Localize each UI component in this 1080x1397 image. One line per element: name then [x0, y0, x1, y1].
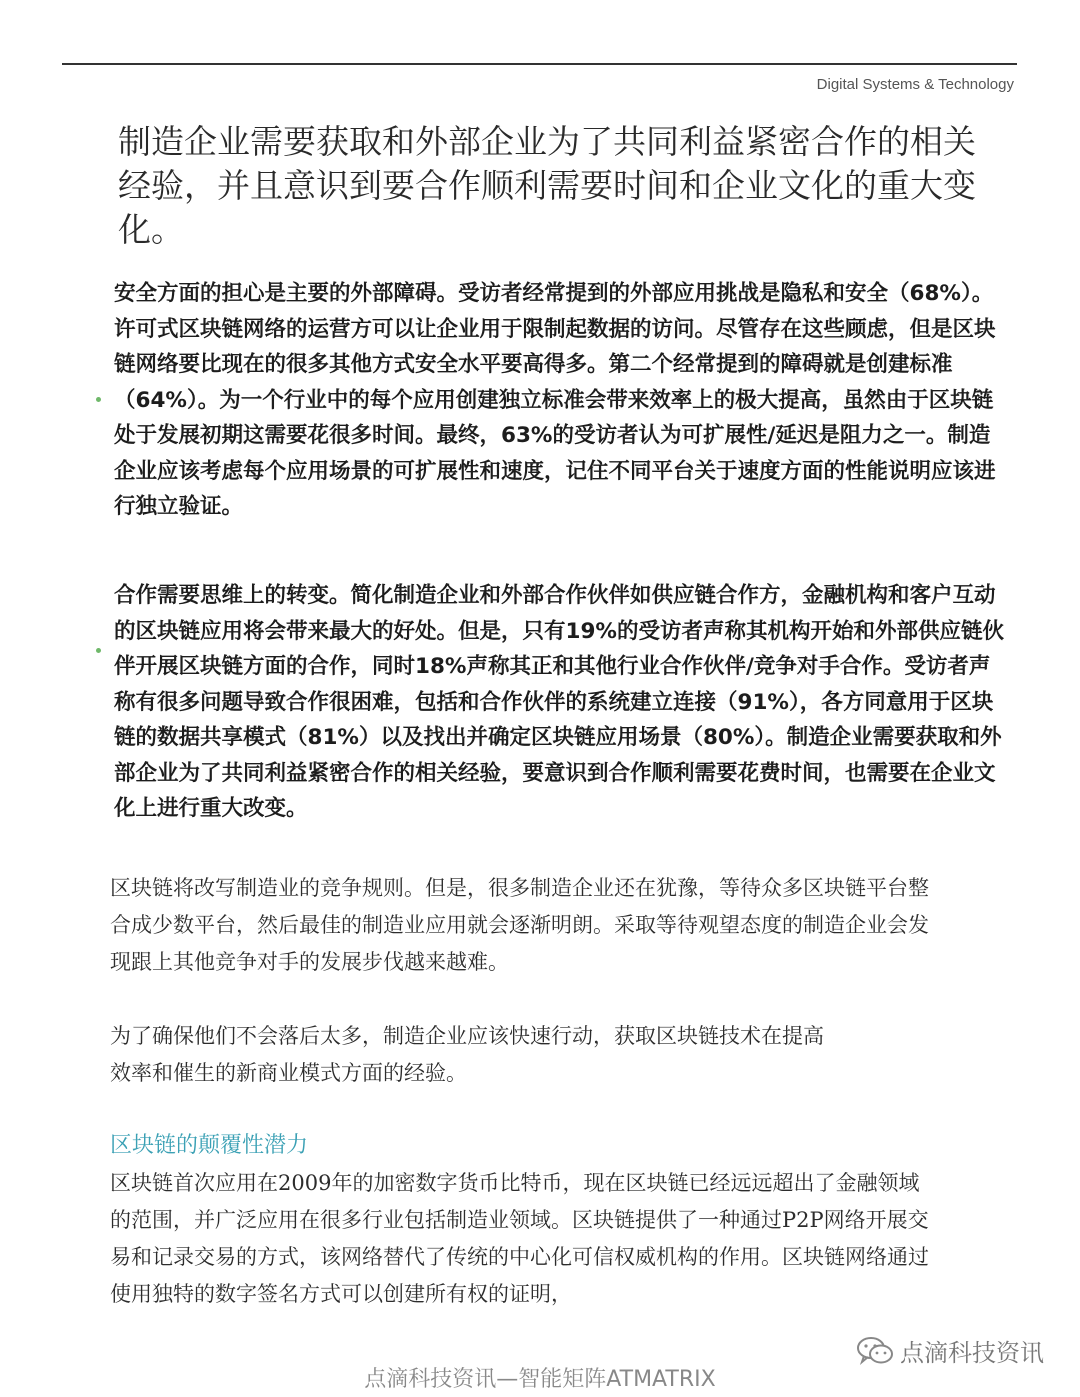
bullet-dot: [96, 648, 101, 653]
paragraph-action: 为了确保他们不会落后太多，制造企业应该快速行动，获取区块链技术在提高效率和催生的新商业模式方面的经验。: [110, 1024, 824, 1085]
section-heading: 区块链的颠覆性潜力: [110, 1133, 309, 1158]
paragraph-competition: 区块链将改写制造业的竞争规则。但是，很多制造企业还在犹豫，等待众多区块链平台整合成少数平台，然后最佳的制造业应用就会逐渐明朗。采取等待观望态度的制造企业会发现跟上其他竞争对手的发展步伐越来越难。: [110, 876, 929, 974]
paragraph-disruptive: 区块链首次应用在2009年的加密数字货币比特币，现在区块链已经远远超出了金融领域的范围，并广泛应用在很多行业包括制造业领域。区块链提供了一种通过P2P网络开展交易和记录交易的方式，该网络替代了传统的中心化可信权威机构的作用。区块链网络通过使用独特的数字签名方式可以创建所有权的证明，: [110, 1171, 929, 1306]
top-rule: [62, 63, 1017, 65]
paragraph-collaboration: 合作需要思维上的转变。简化制造企业和外部合作伙伴如供应链合作方，金融机构和客户互动的区块链应用将会带来最大的好处。但是，只有19%的受访者声称其机构开始和外部供应链伙伴开展区块链方面的合作，同时18%声称其正和其他行业合作伙伴/竞争对手合作。受访者声称有很多问题导致合作很困难，包括和合作伙伴的系统建立连接（91%），各方同意用于区块链的数据共享模式（81%）以及找出并确定区块链应用场景（80%）。制造企业需要获取和外部企业为了共同利益紧密合作的相关经验，要意识到合作顺利需要花费时间，也需要在企业文化上进行重大改变。: [114, 583, 1004, 821]
paragraph-security: 安全方面的担心是主要的外部障碍。受访者经常提到的外部应用挑战是隐私和安全（68%）。许可式区块链网络的运营方可以让企业用于限制起数据的访问。尽管存在这些顾虑，但是区块链网络要比现在的很多其他方式安全水平要高得多。第二个经常提到的障碍就是创建标准（64%）。为一个行业中的每个应用创建独立标准会带来效率上的极大提高，虽然由于区块链处于发展初期这需要花很多时间。最终，63%的受访者认为可扩展性/延迟是阻力之一。制造企业应该考虑每个应用场景的可扩展性和速度，记住不同平台关于速度方面的性能说明应该进行独立验证。: [114, 281, 996, 519]
headline: 制造企业需要获取和外部企业为了共同利益紧密合作的相关经验，并且意识到要合作顺利需要时间和企业文化的重大变化。: [118, 122, 976, 249]
wechat-icon: [856, 1336, 894, 1366]
bullet-dot: [96, 397, 101, 402]
header-label: Digital Systems & Technology: [816, 76, 1014, 93]
watermark-text: 点滴科技资讯: [900, 1339, 1044, 1367]
footer-text: 点滴科技资讯—智能矩阵ATMATRIX: [364, 1367, 716, 1392]
